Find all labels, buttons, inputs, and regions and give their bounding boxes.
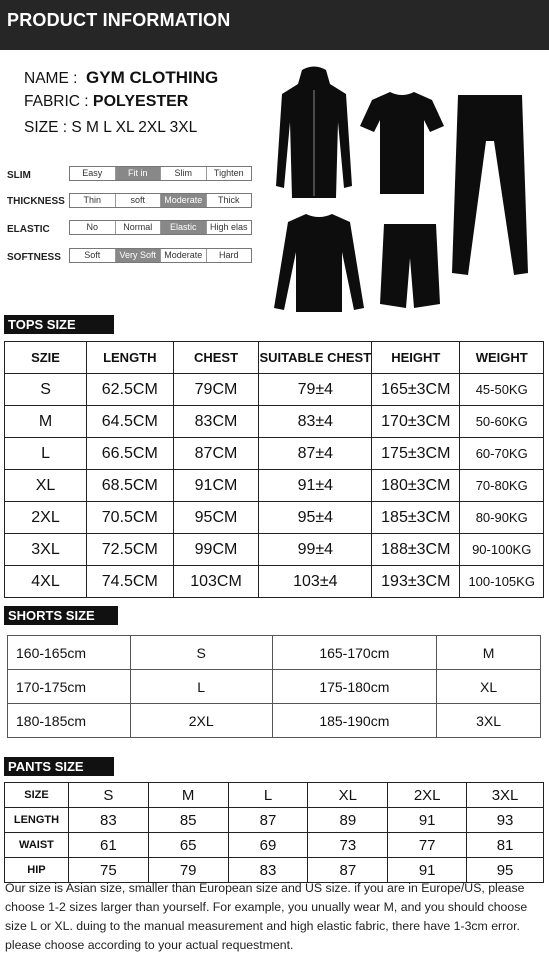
attr-softness-scale [69, 248, 252, 263]
cell: 180±3CM [372, 470, 460, 502]
attr-thickness-scale [69, 193, 252, 208]
cell: XL [5, 470, 87, 502]
attr-option: High elas [209, 222, 248, 232]
page-title: PRODUCT INFORMATION [7, 10, 231, 30]
cell: 175-180cm [272, 670, 437, 704]
table-row [5, 502, 544, 534]
cell: 95CM [173, 502, 259, 534]
cell: 79±4 [259, 374, 372, 406]
cell: 83 [68, 808, 148, 833]
pants-size-banner: PANTS SIZE [4, 757, 114, 776]
attr-elastic-scale [69, 220, 252, 235]
row-label: SIZE [5, 783, 69, 808]
cell: 2XL [130, 704, 272, 738]
cell: 193±3CM [372, 566, 460, 598]
cell: 87±4 [259, 438, 372, 470]
cell: 50-60KG [460, 406, 544, 438]
table-row [5, 374, 544, 406]
cell: 103CM [173, 566, 259, 598]
cell: 91CM [173, 470, 259, 502]
attr-option: Thick [217, 195, 240, 205]
cell: M [437, 636, 541, 670]
cell: 87 [228, 808, 308, 833]
cell: XL [308, 783, 388, 808]
cell: 74.5CM [87, 566, 174, 598]
shorts-size-banner: SHORTS SIZE [4, 606, 118, 625]
column-header: SZIE [5, 342, 87, 374]
attr-elastic-label: ELASTIC [7, 224, 50, 235]
cell: 165-170cm [272, 636, 437, 670]
attr-thickness-label: THICKNESS [7, 196, 65, 207]
attr-option: Thin [70, 194, 116, 207]
cell: 66.5CM [87, 438, 174, 470]
cell: S [130, 636, 272, 670]
header-bar [0, 0, 549, 50]
cell: 160-165cm [8, 636, 131, 670]
cell: 93 [467, 808, 544, 833]
attr-option: Hard [218, 250, 239, 260]
tops-size-table [4, 341, 544, 598]
cell: 91 [388, 808, 467, 833]
cell: 90-100KG [460, 534, 544, 566]
attr-option: Tighten [213, 168, 244, 178]
attr-option-selected: Moderate [161, 194, 207, 207]
name-row [24, 68, 218, 88]
cell: 175±3CM [372, 438, 460, 470]
attr-softness-label: SOFTNESS [7, 252, 61, 263]
attr-option: Normal [116, 221, 162, 234]
cell: XL [437, 670, 541, 704]
cell: 185±3CM [372, 502, 460, 534]
attr-slim-label: SLIM [7, 170, 31, 181]
cell: 170-175cm [8, 670, 131, 704]
tshirt-image [360, 90, 444, 196]
cell: 75 [68, 858, 148, 883]
hoodie-jacket-image [276, 66, 352, 200]
attr-option-selected: Elastic [161, 221, 207, 234]
cell: M [148, 783, 228, 808]
fabric-row [24, 93, 188, 111]
cell: 165±3CM [372, 374, 460, 406]
table-row [8, 704, 541, 738]
table-row [5, 438, 544, 470]
tops-size-banner: TOPS SIZE [4, 315, 114, 334]
table-row [5, 833, 544, 858]
attr-slim-scale [69, 166, 252, 181]
column-header: SUITABLE CHEST [259, 342, 372, 374]
cell: 68.5CM [87, 470, 174, 502]
cell: 170±3CM [372, 406, 460, 438]
table-row [5, 470, 544, 502]
cell: 89 [308, 808, 388, 833]
fabric-value: POLYESTER [92, 93, 189, 110]
row-label: WAIST [5, 833, 69, 858]
cell: 91±4 [259, 470, 372, 502]
table-row [8, 670, 541, 704]
name-label: NAME : [24, 70, 78, 87]
cell: 91 [388, 858, 467, 883]
column-header: WEIGHT [460, 342, 544, 374]
long-sleeve-shirt-image [274, 212, 364, 312]
cell: 60-70KG [460, 438, 544, 470]
column-header: HEIGHT [372, 342, 460, 374]
cell: 79 [148, 858, 228, 883]
table-row [5, 808, 544, 833]
cell: 72.5CM [87, 534, 174, 566]
cell: 69 [228, 833, 308, 858]
cell: M [5, 406, 87, 438]
row-label: HIP [5, 858, 69, 883]
cell: 79CM [173, 374, 259, 406]
attr-option-selected: Fit in [116, 167, 162, 180]
cell: 85 [148, 808, 228, 833]
cell: 64.5CM [87, 406, 174, 438]
table-row [8, 636, 541, 670]
cell: 95±4 [259, 502, 372, 534]
column-header: LENGTH [87, 342, 174, 374]
leggings-image [450, 95, 530, 277]
name-value: GYM CLOTHING [86, 68, 219, 87]
cell: 3XL [467, 783, 544, 808]
cell: 45-50KG [460, 374, 544, 406]
cell: 2XL [5, 502, 87, 534]
attr-option: soft [116, 194, 162, 207]
cell: 4XL [5, 566, 87, 598]
attr-option: Slim [161, 167, 207, 180]
cell: 100-105KG [460, 566, 544, 598]
cell: 61 [68, 833, 148, 858]
attr-option: No [70, 221, 116, 234]
cell: 95 [467, 858, 544, 883]
cell: 2XL [388, 783, 467, 808]
cell: 103±4 [259, 566, 372, 598]
table-row [5, 534, 544, 566]
table-row [5, 406, 544, 438]
cell: 188±3CM [372, 534, 460, 566]
cell: 81 [467, 833, 544, 858]
cell: 83±4 [259, 406, 372, 438]
cell: 65 [148, 833, 228, 858]
column-header: CHEST [173, 342, 259, 374]
fabric-label: FABRIC : [24, 93, 89, 110]
size-label: SIZE : [24, 119, 68, 136]
cell: 62.5CM [87, 374, 174, 406]
cell: S [5, 374, 87, 406]
pants-size-table [4, 782, 544, 883]
attr-option: Soft [70, 249, 116, 262]
shorts-size-table [7, 635, 541, 738]
cell: S [68, 783, 148, 808]
cell: L [130, 670, 272, 704]
row-label: LENGTH [5, 808, 69, 833]
cell: 185-190cm [272, 704, 437, 738]
cell: 3XL [5, 534, 87, 566]
cell: 87 [308, 858, 388, 883]
table-header-row [5, 783, 544, 808]
cell: L [228, 783, 308, 808]
shorts-image [380, 224, 440, 310]
table-row [5, 566, 544, 598]
cell: 70.5CM [87, 502, 174, 534]
size-row [24, 119, 197, 137]
cell: 73 [308, 833, 388, 858]
cell: 99CM [173, 534, 259, 566]
cell: 99±4 [259, 534, 372, 566]
cell: 77 [388, 833, 467, 858]
cell: 83 [228, 858, 308, 883]
cell: 80-90KG [460, 502, 544, 534]
attr-option: Easy [70, 167, 116, 180]
cell: 83CM [173, 406, 259, 438]
table-header-row [5, 342, 544, 374]
cell: 70-80KG [460, 470, 544, 502]
sizing-note: Our size is Asian size, smaller than European size and US size. if you are in Europe/US, please choose 1-2 sizes larger than yourself. For example, you unually wear M, and you should choose size L or XL. duing to the manual measurement and high elastic fabric, there have 1-3cm error. please choose according to your actual requestment. [5, 881, 528, 952]
cell: 87CM [173, 438, 259, 470]
cell: 180-185cm [8, 704, 131, 738]
attr-option-selected: Very Soft [116, 249, 162, 262]
attr-option: Moderate [161, 249, 207, 262]
cell: 3XL [437, 704, 541, 738]
cell: L [5, 438, 87, 470]
size-value: S M L XL 2XL 3XL [71, 119, 198, 136]
